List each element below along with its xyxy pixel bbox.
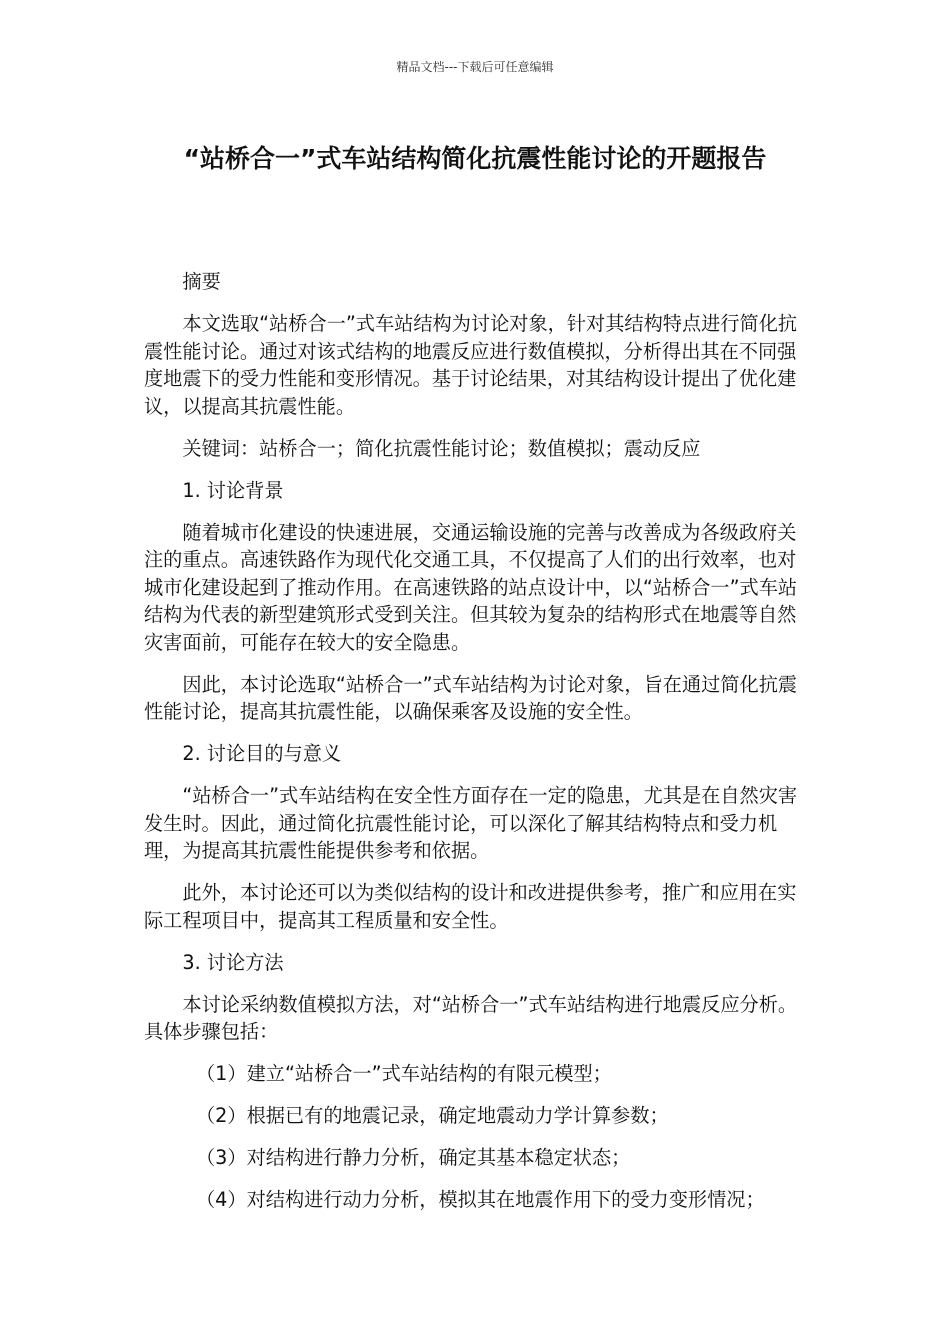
abstract-paragraph: 本文选取“站桥合一”式车站结构为讨论对象，针对其结构特点进行简化抗震性能讨论。通过对该式结构的地震反应进行数值模拟，分析得出其在不同强度地震下的受力性能和变形情况。基于讨论结果，对其结构设计提出了优化建议，以提高其抗震性能。 xyxy=(144,312,798,418)
section-1-heading: 1. 讨论背景 xyxy=(182,478,284,502)
method-step: （4）对结构进行动力分析，模拟其在地震作用下的受力变形情况； xyxy=(196,1188,765,1211)
section-1-paragraph-2: 因此，本讨论选取“站桥合一”式车站结构为讨论对象，旨在通过简化抗震性能讨论，提高其抗震性能，以确保乘客及设施的安全性。 xyxy=(144,672,798,723)
page-header: 精品文档---下载后可任意编辑 xyxy=(396,60,554,74)
section-3-heading: 3. 讨论方法 xyxy=(182,950,284,974)
document-body xyxy=(144,268,802,1228)
section-1-paragraph-1: 随着城市化建设的快速进展，交通运输设施的完善与改善成为各级政府关注的重点。高速铁路作为现代化交通工具，不仅提高了人们的出行效率，也对城市化建设起到了推动作用。在高速铁路的站点设计中，以“站桥合一”式车站结构为代表的新型建筑形式受到关注。但其较为复杂的结构形式在地震等自然灾害面前，可能存在较大的安全隐患。 xyxy=(144,520,798,654)
section-2-paragraph-1: “站桥合一”式车站结构在安全性方面存在一定的隐患，尤其是在自然灾害发生时。因此，通过简化抗震性能讨论，可以深化了解其结构特点和受力机理，为提高其抗震性能提供参考和依据。 xyxy=(144,784,798,862)
abstract-heading: 摘要 xyxy=(182,270,221,293)
method-step: （2）根据已有的地震记录，确定地震动力学计算参数； xyxy=(196,1104,669,1127)
method-step: （1）建立“站桥合一”式车站结构的有限元模型； xyxy=(196,1062,612,1085)
document-title: “站桥合一”式车站结构简化抗震性能讨论的开题报告 xyxy=(183,144,767,173)
section-2-paragraph-2: 此外，本讨论还可以为类似结构的设计和改进提供参考，推广和应用在实际工程项目中，提高其工程质量和安全性。 xyxy=(144,881,797,932)
keywords-line: 关键词：站桥合一；简化抗震性能讨论；数值模拟；震动反应 xyxy=(182,436,701,460)
section-3-paragraph-1: 本讨论采纳数值模拟方法，对“站桥合一”式车站结构进行地震反应分析。具体步骤包括： xyxy=(144,992,798,1043)
section-2-heading: 2. 讨论目的与意义 xyxy=(182,742,342,765)
method-step: （3）对结构进行静力分析，确定其基本稳定状态； xyxy=(196,1146,631,1169)
